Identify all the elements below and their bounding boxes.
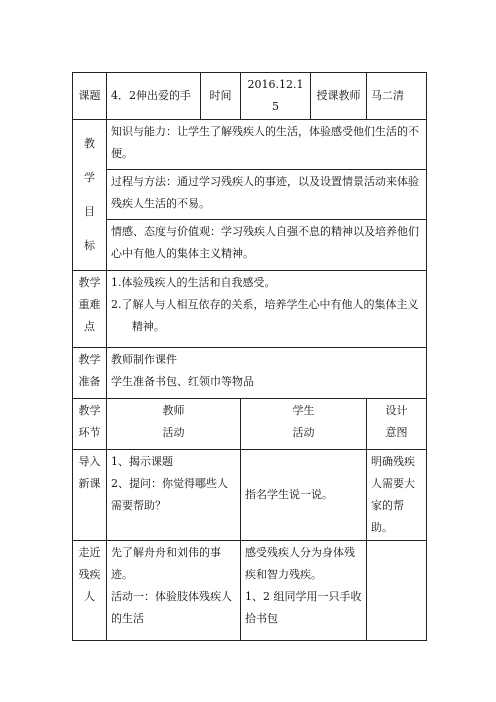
key-points-label — [73, 271, 107, 348]
design-intent-cell — [367, 450, 427, 541]
teacher-activity-cell — [107, 541, 241, 641]
goal-row — [73, 220, 427, 271]
label-line: 重难 — [78, 298, 101, 311]
design-intent-header — [367, 399, 427, 450]
prep-row — [73, 348, 427, 399]
activity-line: 先了解舟舟和刘伟的事迹。 — [111, 546, 221, 581]
goals-label-char: 目 — [84, 205, 95, 218]
student-activity-cell — [241, 541, 367, 641]
key-points-row — [73, 271, 427, 348]
teacher-value: 马二清 — [367, 73, 427, 120]
prep-content — [107, 348, 427, 399]
student-activity-cell — [241, 450, 367, 541]
table-row — [73, 541, 427, 641]
goal-row — [73, 120, 427, 170]
label-line: 活动 — [162, 426, 185, 439]
label-line: 导入 — [78, 455, 101, 468]
label-line: 准备 — [78, 375, 101, 388]
time-value: 2016.12.15 — [241, 73, 311, 120]
stage-cell — [73, 450, 107, 541]
stage-cell — [73, 541, 107, 641]
label-line: 点 — [84, 320, 95, 333]
label-line: 走近 — [78, 546, 101, 559]
activity-line: 1、揭示课题 — [111, 455, 173, 468]
label-line: 环节 — [78, 426, 101, 439]
design-intent-cell — [367, 541, 427, 641]
activity-line: 指名学生说一说。 — [245, 488, 333, 501]
activity-line: 1、2 组同学用一只手收拾书包 — [245, 590, 362, 625]
label-line: 教学 — [78, 353, 101, 366]
teacher-activity-cell — [107, 450, 241, 541]
label-line: 学生 — [292, 404, 315, 417]
label-line: 教学 — [78, 276, 101, 289]
goal-knowledge: 知识与能力：让学生了解残疾人的生活，体验感受他们生活的不便。 — [107, 120, 427, 170]
label-line: 教师 — [162, 404, 185, 417]
goals-label-char: 学 — [84, 171, 95, 184]
label-line: 新课 — [78, 477, 101, 490]
student-activity-header — [241, 399, 367, 450]
goal-emotion: 情感、态度与价值观：学习残疾人自强不息的精神以及培养他们心中有他人的集体主义精神。 — [107, 220, 427, 271]
topic-label: 课题 — [73, 73, 107, 120]
goals-label-char: 标 — [84, 239, 95, 252]
goals-label — [73, 120, 107, 271]
label-line: 人 — [84, 590, 95, 603]
label-line: 设计 — [385, 404, 408, 417]
table-row — [73, 450, 427, 541]
activity-line: 2、提问：你觉得哪些人需要帮助？ — [111, 477, 228, 512]
label-line: 教学 — [78, 404, 101, 417]
key-points-content — [107, 271, 427, 348]
key-point-item: 1.体验残疾人的生活和自我感受。 — [111, 276, 276, 289]
teacher-activity-header — [107, 399, 241, 450]
lesson-plan-table — [72, 72, 427, 641]
teacher-label: 授课教师 — [311, 73, 367, 120]
header-row — [73, 73, 427, 120]
label-line: 活动 — [292, 426, 315, 439]
prep-label — [73, 348, 107, 399]
key-point-item: 2.了解人与人相互依存的关系，培养学生心中有他人的集体主义精神。 — [111, 298, 419, 333]
activity-line: 活动一：体验肢体残疾人的生活 — [111, 590, 232, 625]
goal-row — [73, 170, 427, 220]
goal-process: 过程与方法：通过学习残疾人的事迹，以及设置情景活动来体验残疾人生活的不易。 — [107, 170, 427, 220]
goals-label-char: 教 — [84, 137, 95, 150]
column-header-row — [73, 399, 427, 450]
prep-item: 教师制作课件 — [111, 353, 177, 366]
activity-line: 感受残疾人分为身体残疾和智力残疾。 — [245, 546, 355, 581]
label-line: 残疾 — [78, 568, 101, 581]
topic-value: 4．2伸出爱的手 — [107, 73, 201, 120]
time-label: 时间 — [201, 73, 241, 120]
label-line: 意图 — [385, 426, 408, 439]
stage-column-header — [73, 399, 107, 450]
prep-item: 学生准备书包、红领巾等物品 — [111, 375, 254, 388]
activity-line: 明确残疾人需要大家的帮助。 — [371, 455, 415, 534]
